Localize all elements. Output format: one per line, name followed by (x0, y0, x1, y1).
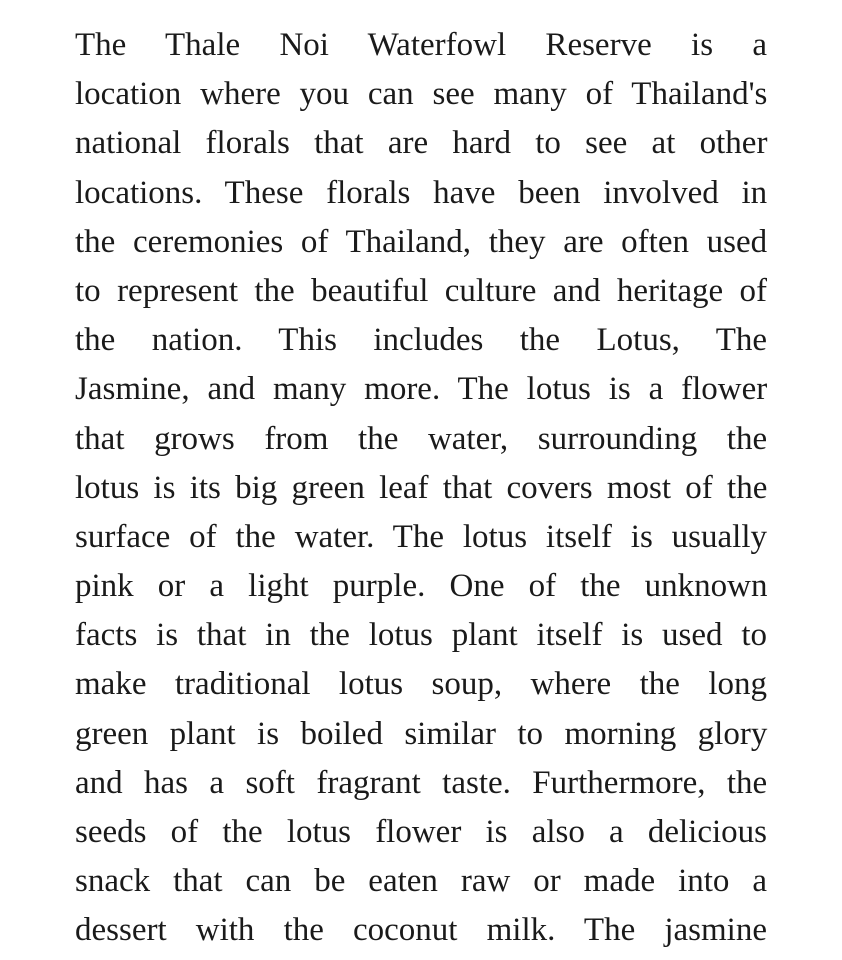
text-line: make traditional lotus soup, where the long (75, 666, 767, 703)
text-line: dessert with the coconut milk. The jasmine (75, 912, 767, 949)
text-line: location where you can see many of Thailand's (75, 76, 768, 113)
text-line: snack that can be eaten raw or made into a (75, 863, 767, 900)
text-line: national florals that are hard to see at other (75, 125, 768, 162)
body-paragraph (75, 21, 767, 956)
text-line: and has a soft fragrant taste. Furthermore, the (75, 764, 768, 801)
text-line: to represent the beautiful culture and heritage of (75, 272, 767, 309)
text-line: green plant is boiled similar to morning glory (75, 715, 768, 752)
text-line: surface of the water. The lotus itself is usually (75, 518, 767, 555)
text-line: pink or a light purple. One of the unknown (75, 568, 768, 605)
text-line: seeds of the lotus flower is also a delicious (75, 814, 767, 850)
text-line: locations. These florals have been involved in (75, 174, 768, 211)
text-line: lotus is its big green leaf that covers most of the (75, 469, 768, 506)
text-line: Jasmine, and many more. The lotus is a flower (75, 371, 768, 408)
text-line: the ceremonies of Thailand, they are often used (75, 223, 768, 260)
text-line: the nation. This includes the Lotus, The (75, 322, 768, 359)
text-line: that grows from the water, surrounding the (75, 420, 768, 457)
text-line: facts is that in the lotus plant itself is used to (75, 617, 767, 654)
text-line: The Thale Noi Waterfowl Reserve is a (75, 27, 767, 63)
